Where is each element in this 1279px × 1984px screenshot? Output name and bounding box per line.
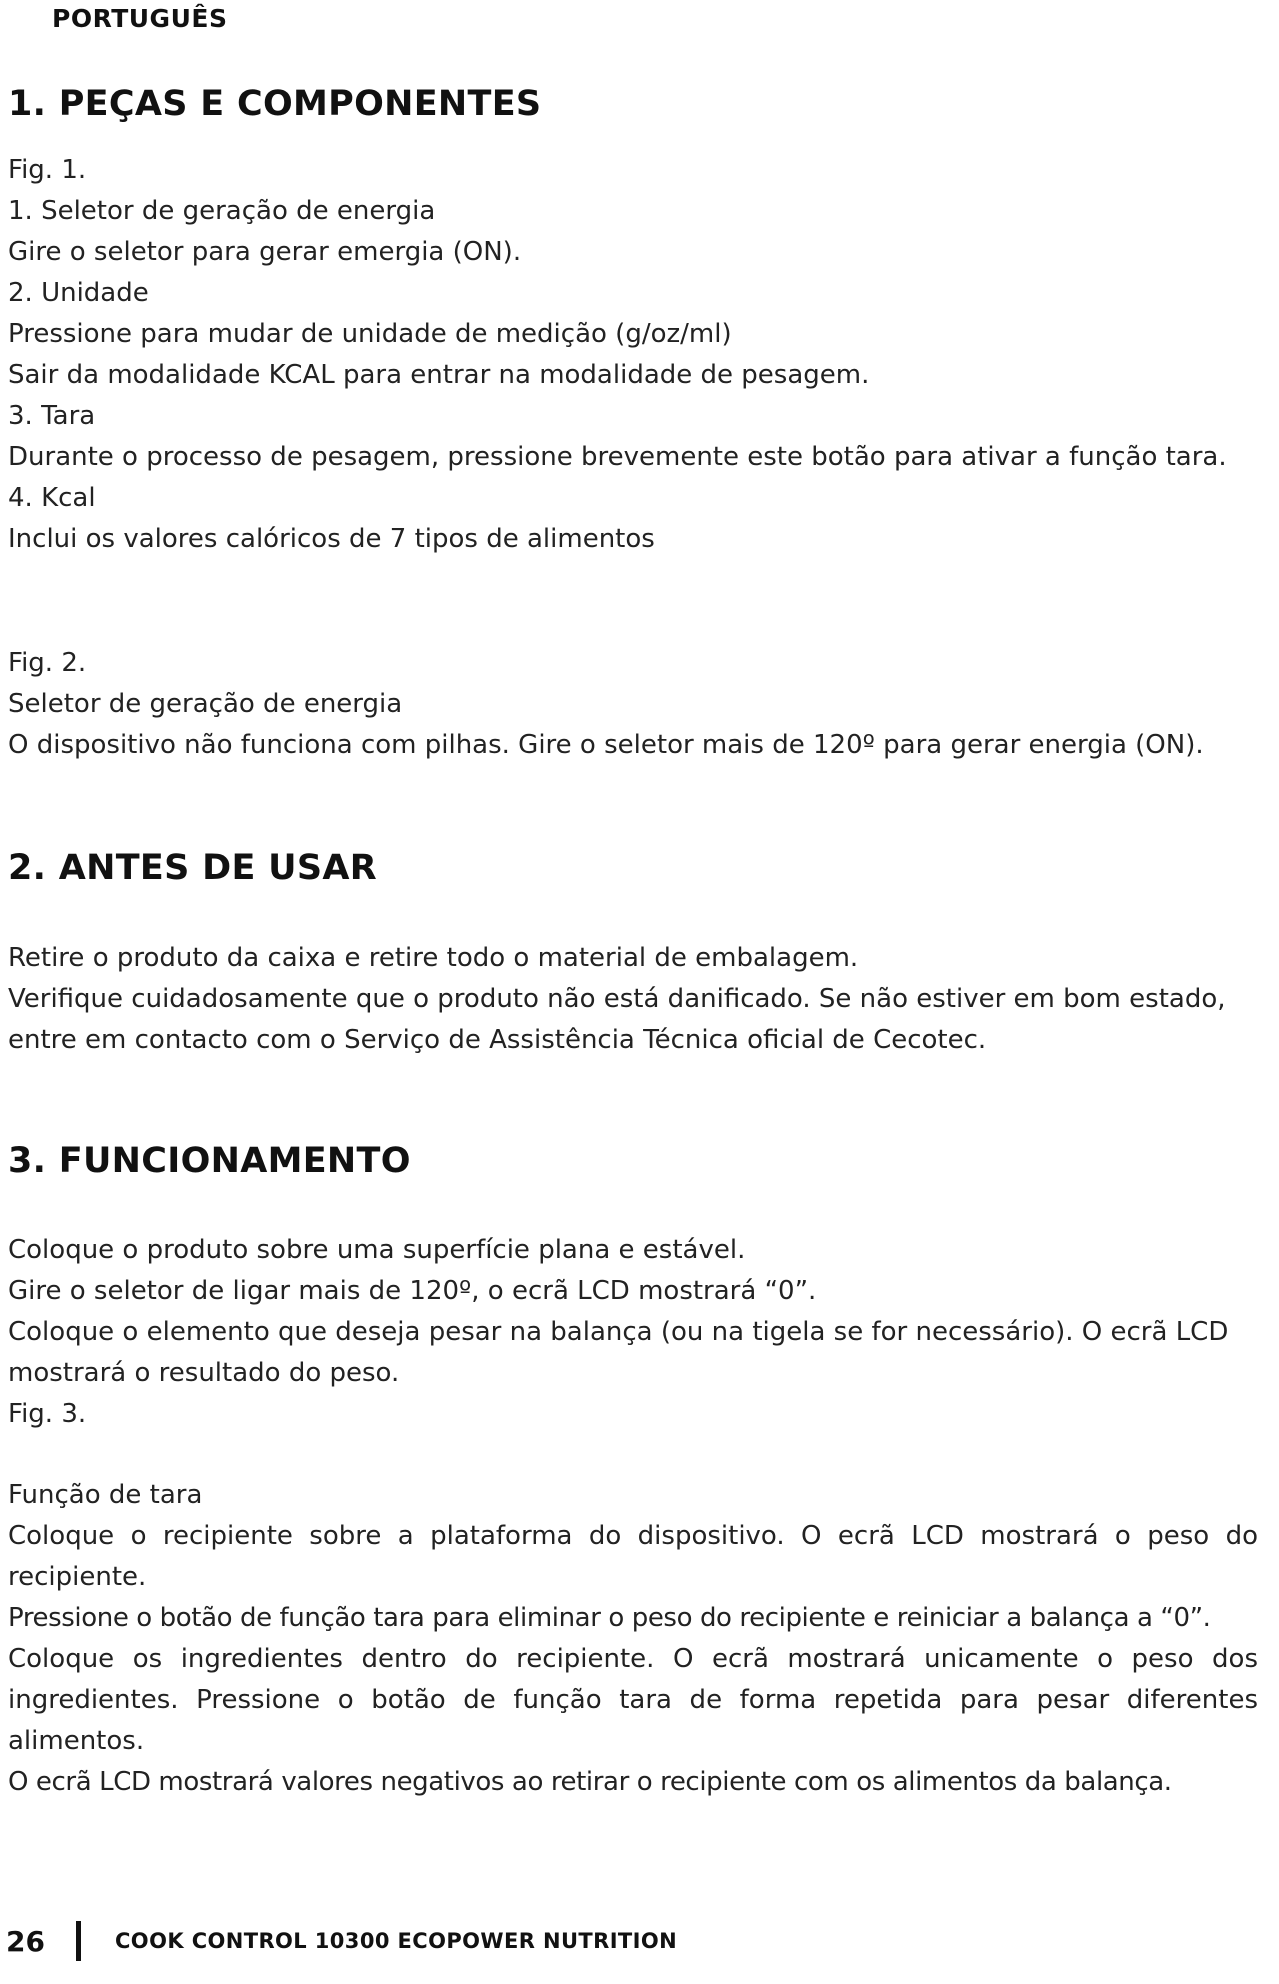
product-name: COOK CONTROL 10300 ECOPOWER NUTRITION bbox=[115, 1929, 678, 1953]
text-line: 2. Unidade bbox=[8, 278, 149, 308]
figure-label: Fig. 3. bbox=[8, 1399, 87, 1429]
text-line: Seletor de geração de energia bbox=[8, 689, 403, 719]
text-line: 3. Tara bbox=[8, 401, 96, 431]
subsection-title: Função de tara bbox=[8, 1480, 203, 1510]
paragraph: Coloque o produto sobre uma superfície plana e estável. bbox=[8, 1235, 746, 1265]
text-line: Durante o processo de pesagem, pressione brevemente este botão para ativar a função tara. bbox=[8, 442, 1227, 472]
text-line: 1. Seletor de geração de energia bbox=[8, 196, 436, 226]
before-use-text bbox=[8, 938, 1258, 1061]
paragraph: Gire o seletor de ligar mais de 120º, o ecrã LCD mostrará “0”. bbox=[8, 1276, 817, 1306]
figure-label: Fig. 2. bbox=[8, 648, 87, 678]
section-title-operation: 3. FUNCIONAMENTO bbox=[8, 1141, 411, 1181]
paragraph: Verifique cuidadosamente que o produto não está danificado. Se não estiver em bom estado, entre em contacto com o Serviço de Assistência Técnica oficial de Cecotec. bbox=[8, 984, 1226, 1055]
paragraph: Coloque o recipiente sobre a plataforma do dispositivo. O ecrã LCD mostrará o peso do recipiente. bbox=[8, 1521, 1258, 1592]
page-number: 26 bbox=[6, 1924, 45, 1958]
paragraph: Retire o produto da caixa e retire todo o material de embalagem. bbox=[8, 943, 859, 973]
figure-label: Fig. 1. bbox=[8, 155, 87, 185]
paragraph: Coloque o elemento que deseja pesar na balança (ou na tigela se for necessário). O ecrã LCD mostrará o resultado do peso. bbox=[8, 1317, 1229, 1388]
language-header: PORTUGUÊS bbox=[52, 4, 228, 33]
paragraph: Pressione o botão de função tara para eliminar o peso do recipiente e reiniciar a balança a “0”. bbox=[8, 1603, 1211, 1633]
operation-text bbox=[8, 1230, 1258, 1435]
figure-1-description bbox=[8, 150, 1258, 560]
footer-divider bbox=[76, 1921, 81, 1961]
text-line: Inclui os valores calóricos de 7 tipos de alimentos bbox=[8, 524, 655, 554]
tare-function-text bbox=[8, 1475, 1258, 1803]
section-title-parts: 1. PEÇAS E COMPONENTES bbox=[8, 84, 542, 124]
figure-2-description bbox=[8, 643, 1258, 766]
page-footer bbox=[6, 1918, 677, 1964]
text-line: Sair da modalidade KCAL para entrar na modalidade de pesagem. bbox=[8, 360, 870, 390]
text-line: Gire o seletor para gerar emergia (ON). bbox=[8, 237, 522, 267]
text-line: 4. Kcal bbox=[8, 483, 96, 513]
text-line: Pressione para mudar de unidade de medição (g/oz/ml) bbox=[8, 319, 732, 349]
paragraph: O ecrã LCD mostrará valores negativos ao retirar o recipiente com os alimentos da balança. bbox=[8, 1767, 1172, 1797]
section-title-before-use: 2. ANTES DE USAR bbox=[8, 848, 378, 888]
paragraph: Coloque os ingredientes dentro do recipiente. O ecrã mostrará unicamente o peso dos ingredientes. Pressione o botão de função tara de forma repetida para pesar diferentes alimentos. bbox=[8, 1644, 1258, 1756]
text-line: O dispositivo não funciona com pilhas. Gire o seletor mais de 120º para gerar energia (ON). bbox=[8, 730, 1204, 760]
